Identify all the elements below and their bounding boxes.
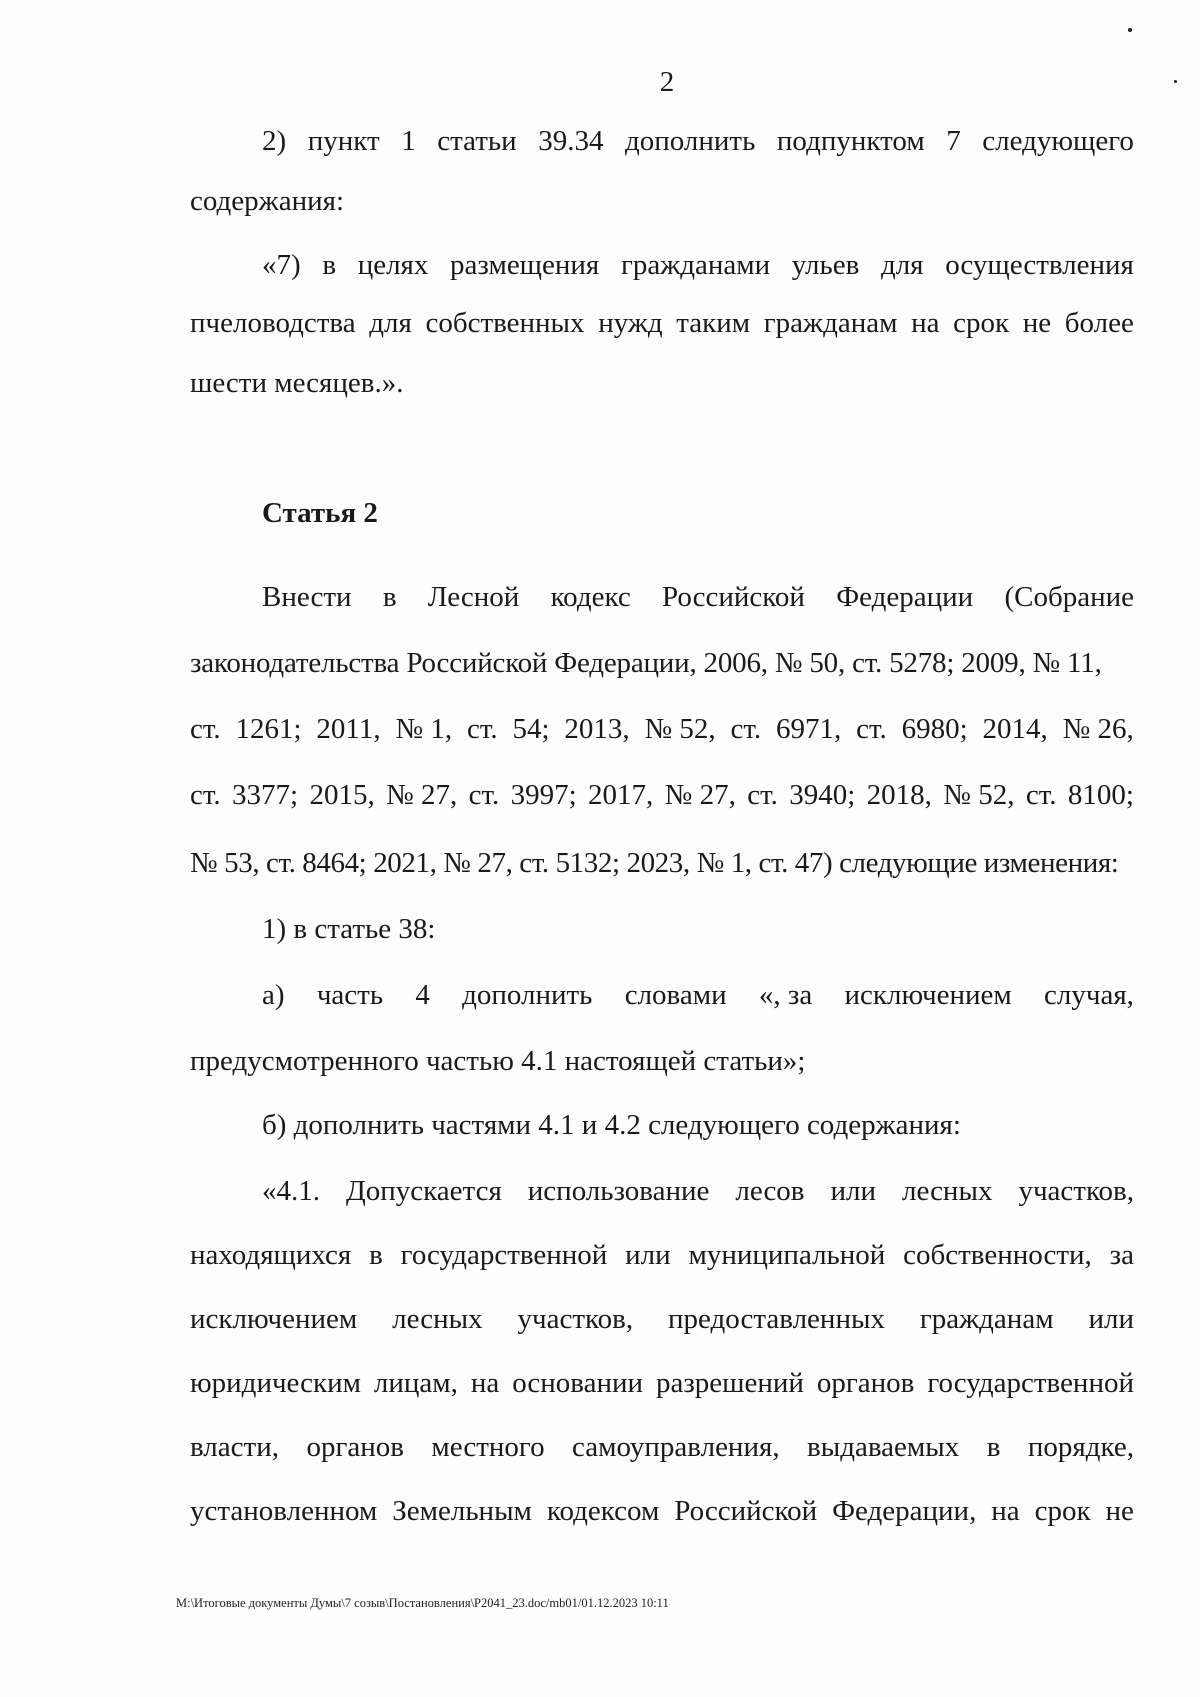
text-line xyxy=(190,1044,805,1078)
word: в xyxy=(382,581,397,613)
word: ст. xyxy=(856,713,887,745)
word: находящихся xyxy=(190,1239,352,1271)
word: не xyxy=(1105,1495,1134,1527)
text-line xyxy=(190,646,1102,680)
word: Земельным xyxy=(392,1495,532,1527)
word: на xyxy=(470,1367,500,1399)
word: основании xyxy=(512,1367,644,1399)
word: за xyxy=(1109,1239,1134,1271)
word: срок xyxy=(953,307,1010,339)
word: органов xyxy=(306,1431,404,1463)
word: срок xyxy=(1034,1495,1091,1527)
text-line xyxy=(262,248,1134,282)
word: ульев xyxy=(791,249,860,281)
word: для xyxy=(369,307,412,339)
word: участков, xyxy=(517,1303,634,1335)
word: установленном xyxy=(190,1495,378,1527)
word: 8100; xyxy=(1067,779,1134,811)
word: содержания: xyxy=(190,185,345,217)
word: на xyxy=(991,1495,1020,1527)
word: гражданам xyxy=(919,1303,1054,1335)
word: 2018, xyxy=(866,779,932,811)
text-line xyxy=(262,912,435,946)
word: выдаваемых xyxy=(807,1431,960,1463)
word: ст. xyxy=(747,779,778,811)
word: государственной xyxy=(927,1367,1134,1399)
word: местного xyxy=(431,1431,545,1463)
word: лесных xyxy=(392,1303,483,1335)
word: 3940; xyxy=(789,779,856,811)
text-line xyxy=(190,1494,1134,1528)
word: 2015, xyxy=(309,779,375,811)
word: 2) xyxy=(262,125,287,157)
word: ст. xyxy=(468,779,500,811)
word: ст. xyxy=(730,713,762,745)
text-line xyxy=(190,1238,1134,1272)
word: юридическим xyxy=(190,1367,361,1399)
word: в xyxy=(322,249,337,281)
word: пчеловодства xyxy=(190,307,356,339)
text-line xyxy=(190,306,1134,340)
word: ст. xyxy=(1025,779,1057,811)
word: порядке, xyxy=(1027,1431,1134,1463)
word: предусмотренного частью 4.1 настоящей статьи»; xyxy=(190,1045,806,1077)
page-number: 2 xyxy=(659,66,675,98)
text-line xyxy=(190,778,1134,812)
text-line xyxy=(190,712,1134,746)
word: 39.34 xyxy=(538,125,604,157)
word: муниципальной xyxy=(688,1239,886,1271)
word: 2017, xyxy=(588,779,654,811)
word: Лесной xyxy=(427,581,520,613)
word: «4.1. xyxy=(262,1175,320,1207)
word: дополнить xyxy=(462,979,593,1011)
word: предоставленных xyxy=(668,1303,885,1335)
word: 2013, xyxy=(564,713,630,745)
word: дополнить xyxy=(625,125,756,157)
word: Допускается xyxy=(345,1175,502,1207)
text-line xyxy=(262,1174,1134,1208)
word: 7 xyxy=(946,125,961,157)
word: власти, xyxy=(190,1431,279,1463)
text-line xyxy=(190,846,1118,880)
word: в xyxy=(986,1431,1001,1463)
word: осуществления xyxy=(945,249,1134,281)
word: или xyxy=(830,1175,877,1207)
word: (Собрание xyxy=(1004,581,1134,613)
word: 2014, xyxy=(982,713,1048,745)
word: «7) xyxy=(262,249,301,281)
word: № 27, xyxy=(386,779,458,811)
word: участков, xyxy=(1018,1175,1134,1207)
word: словами xyxy=(624,979,727,1011)
article-heading: Статья 2 xyxy=(262,497,378,529)
word: в xyxy=(369,1239,383,1271)
word: гражданами xyxy=(620,249,771,281)
word: кодексом xyxy=(546,1495,660,1527)
word: кодекс xyxy=(550,581,631,613)
word: случая, xyxy=(1044,979,1134,1011)
word: исключением xyxy=(190,1303,358,1335)
word: Внести xyxy=(262,581,352,613)
word: б) дополнить частями 4.1 и 4.2 следующего содержания: xyxy=(262,1109,961,1141)
text-line xyxy=(262,1108,961,1142)
text-line xyxy=(190,1302,1134,1336)
word: законодательства Российской Федерации, 2006, № 50, ст. 5278; 2009, № 11, xyxy=(190,647,1102,679)
word: № 26, xyxy=(1062,713,1134,745)
text-line xyxy=(262,124,1134,158)
word: лицам, xyxy=(373,1367,458,1399)
word: № 27, xyxy=(664,779,736,811)
word: государственной xyxy=(400,1239,608,1271)
word: следующего xyxy=(982,125,1134,157)
word: нужд xyxy=(598,307,663,339)
word: на xyxy=(911,307,940,339)
scan-speck xyxy=(1128,28,1132,32)
text-line xyxy=(262,580,1134,614)
word: статьи xyxy=(437,125,517,157)
word: Федерации xyxy=(836,581,974,613)
word: 3377; xyxy=(232,779,299,811)
word: Федерации, xyxy=(832,1495,977,1527)
word: целях xyxy=(357,249,429,281)
word: пункт xyxy=(307,125,380,157)
word: гражданам xyxy=(763,307,898,339)
word: разрешений xyxy=(655,1367,804,1399)
word: № 53, ст. 8464; 2021, № 27, ст. 5132; 2023, № 1, ст. 47) следующие изменения: xyxy=(190,847,1119,879)
word: Российской xyxy=(674,1495,818,1527)
word: 1 xyxy=(401,125,416,157)
text-line xyxy=(190,366,403,400)
word: собственных xyxy=(425,307,585,339)
word: подпунктом xyxy=(776,125,925,157)
word: 54; xyxy=(512,713,550,745)
word: или xyxy=(1088,1303,1134,1335)
word: 2011, xyxy=(316,713,381,745)
word: 1261; xyxy=(235,713,302,745)
word: исключением xyxy=(844,979,1012,1011)
word: а) xyxy=(262,979,285,1011)
word: часть xyxy=(316,979,384,1011)
word: № 52, xyxy=(644,713,716,745)
word: не xyxy=(1022,307,1052,339)
word: собственности, xyxy=(903,1239,1092,1271)
word: № 1, xyxy=(395,713,453,745)
word: 1) в статье 38: xyxy=(262,913,436,945)
word: таким xyxy=(676,307,751,339)
text-line xyxy=(190,1430,1134,1464)
word: или xyxy=(625,1239,671,1271)
text-line xyxy=(262,978,1134,1012)
text-line xyxy=(190,1366,1134,1400)
word: Российской xyxy=(662,581,805,613)
word: 6971, xyxy=(776,713,842,745)
word: 6980; xyxy=(901,713,968,745)
word: шести месяцев.». xyxy=(190,367,404,399)
word: ст. xyxy=(466,713,498,745)
word: органов xyxy=(816,1367,915,1399)
word: самоуправления, xyxy=(572,1431,780,1463)
word: лесов xyxy=(735,1175,805,1207)
word: для xyxy=(880,249,924,281)
word: размещения xyxy=(450,249,600,281)
word: «, за xyxy=(758,979,813,1011)
word: ст. xyxy=(190,713,221,745)
word: 3997; xyxy=(510,779,577,811)
text-line xyxy=(190,184,344,218)
word: ст. xyxy=(190,779,221,811)
word: использование xyxy=(527,1175,710,1207)
word: более xyxy=(1064,307,1134,339)
file-path-footer: M:\Итоговые документы Думы\7 созыв\Постановления\P2041_23.doc/mb01/01.12.2023 10:11 xyxy=(176,1596,669,1610)
word: лесных xyxy=(902,1175,993,1207)
word: № 52, xyxy=(943,779,1015,811)
word: 4 xyxy=(415,979,430,1011)
